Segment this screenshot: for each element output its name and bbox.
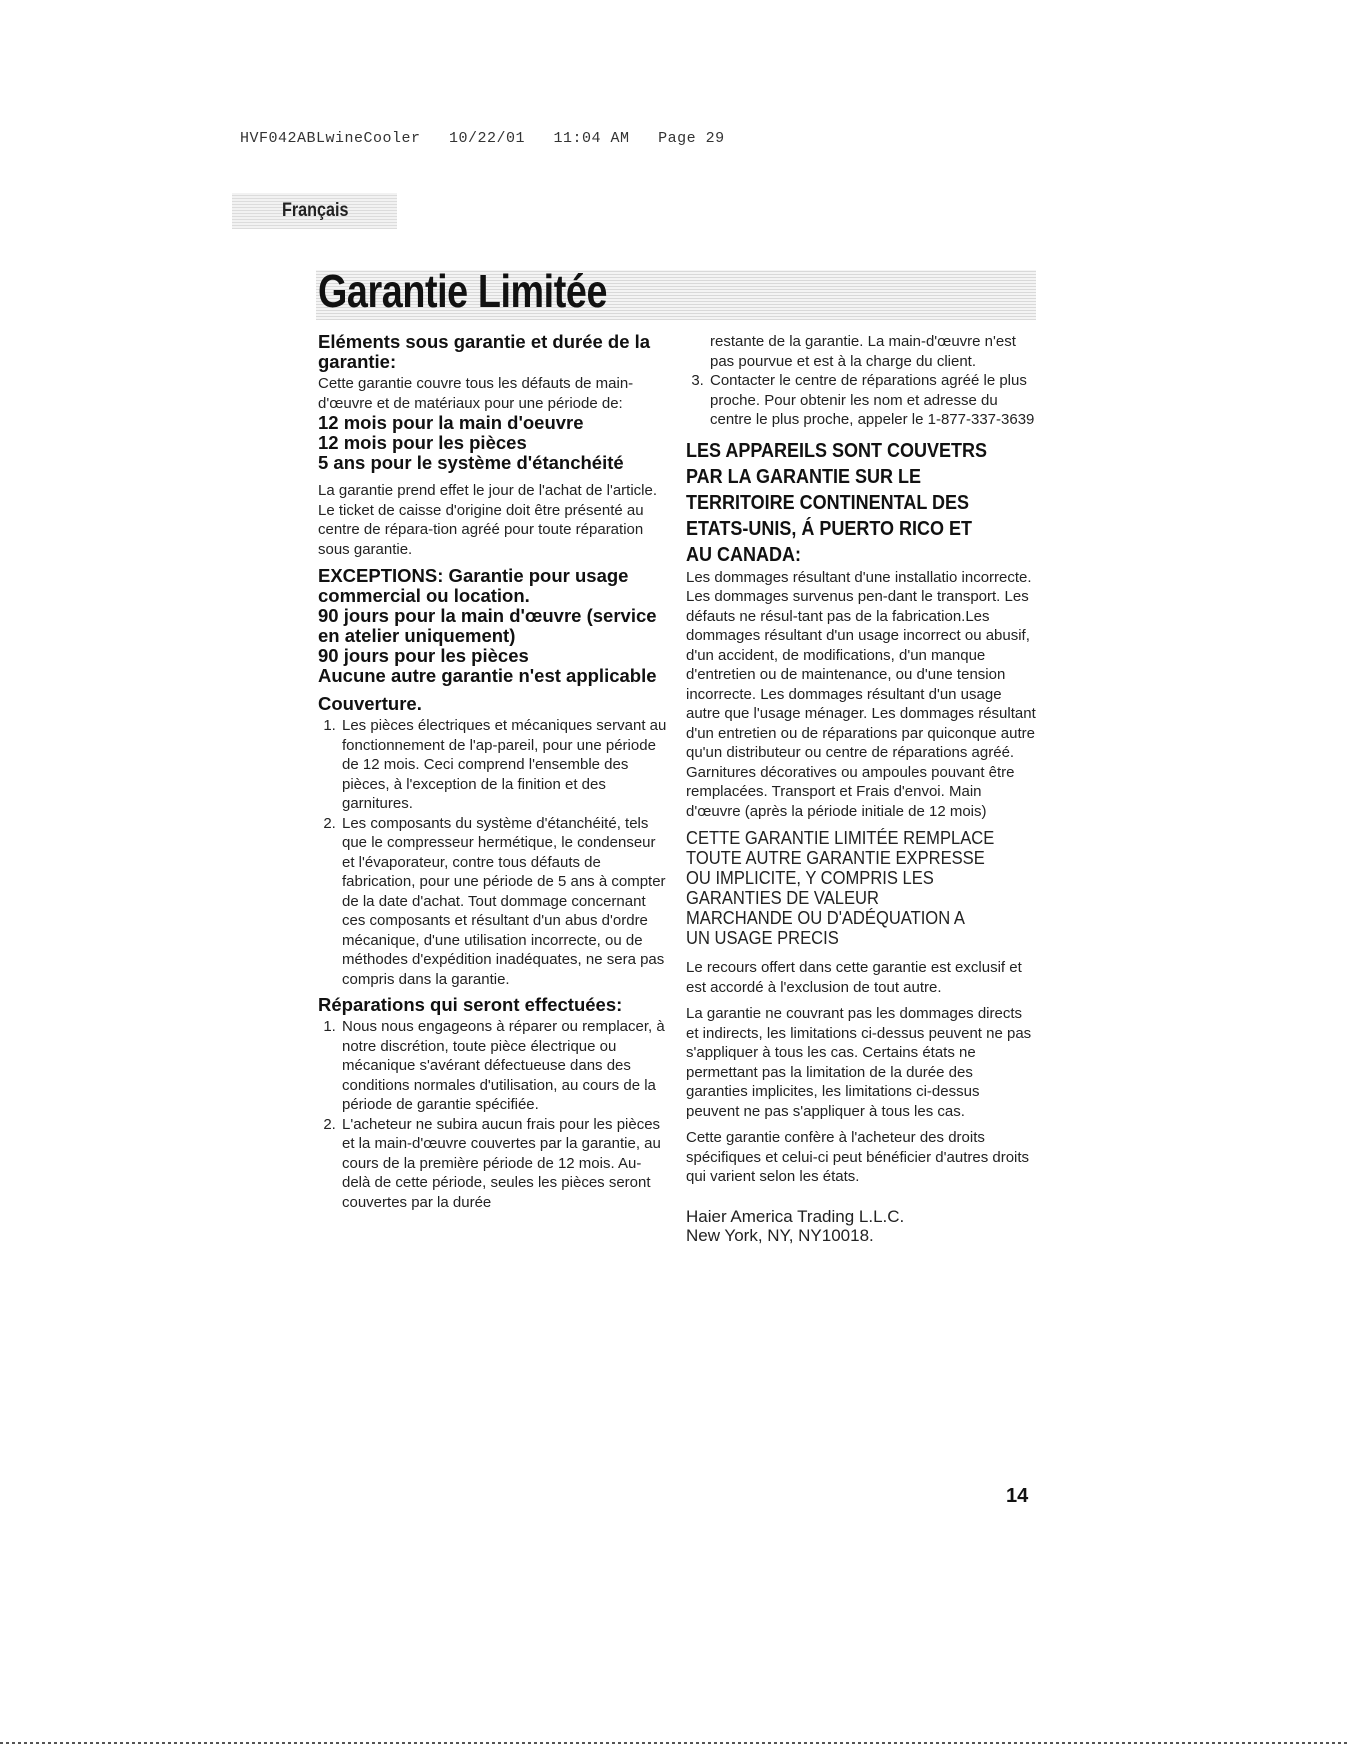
company-name: Haier America Trading L.L.C. — [686, 1206, 905, 1226]
disclaimer-line: OU IMPLICITE, Y COMPRIS LES — [686, 868, 934, 888]
list-item: 3. Contacter le centre de réparations agréé le plus proche. Pour obtenir les nom et adresse du centre le plus proche, appeler le 1-877-337-3639 — [708, 371, 1036, 430]
list-item: 2. L'acheteur ne subira aucun frais pour les pièces et la main-d'œuvre couvertes par la garantie, au cours de la première période de 12 mois. Au-delà de cette période, seules les pièces seront couvertes par la durée — [340, 1115, 668, 1213]
disclaimer-line: TOUTE AUTRE GARANTIE EXPRESSE — [686, 848, 985, 868]
limitation-text: La garantie ne couvrant pas les dommages directs et indirects, les limitations ci-dessus peuvent ne pas s'appliquer à tous les cas. Certains états ne permettant pas la limitation de la durée des garanties implicites, les limitations ci-dessus peuvent ne pas s'appliquer à tous les cas. — [686, 1005, 1032, 1120]
print-header: HVF042ABLwineCooler 10/22/01 11:04 AM Page 29 — [240, 130, 725, 147]
page-number: 14 — [1006, 1485, 1029, 1507]
territory-heading-line: AU CANADA: — [686, 543, 801, 566]
company-address: New York, NY, NY10018. — [686, 1226, 874, 1245]
left-column — [318, 332, 668, 1218]
coverage-list — [318, 716, 668, 989]
effective-date-text: La garantie prend effet le jour de l'achat de l'article. Le ticket de caisse d'origine doit être présenté au centre de répara-tion agréé pour toute réparation sous garantie. — [318, 482, 658, 558]
exceptions-heading — [318, 566, 668, 606]
language-tab-label: Français — [282, 200, 349, 221]
territory-heading-line: ETATS-UNIS, Á PUERTO RICO ET — [686, 517, 973, 540]
exception-parts: 90 jours pour les pièces — [318, 645, 529, 666]
territory-heading-line: TERRITOIRE CONTINENTAL DES — [686, 491, 970, 514]
disclaimer-block — [686, 828, 1036, 948]
rights-text: Cette garantie confère à l'acheteur des droits spécifiques et celui-ci peut bénéficier d'autres droits qui varient selon les états. — [686, 1129, 1030, 1185]
exception-labor: 90 jours pour la main d'œuvre (service en atelier uniquement) — [318, 605, 657, 646]
repairs-heading: Réparations qui seront effectuées: — [318, 994, 623, 1015]
disclaimer-line: CETTE GARANTIE LIMITÉE REMPLACE — [686, 828, 995, 848]
exclusions-text: Les dommages résultant d'une installatio incorrecte. Les dommages survenus pen-dant le transport. Les défauts ne résul-tant pas de la fabrication.Les dommages résultant d'un usage incorrect ou abusif, d'un accident, de modifications, d'un manque d'entretien ou de maintenance, ou d'une tension incorrecte. Les dommages résultant d'un usage autre que l'usage ménager. Les dommages résultant d'un entretien ou de réparations par quiconque autre qu'un distributeur ou centre de réparations agréé. Garnitures décoratives ou ampoules pouvant être remplacées. Transport et Frais d'envoi. Main d'œuvre (après la période initiale de 12 mois) — [686, 568, 1036, 820]
disclaimer-line: UN USAGE PRECIS — [686, 928, 839, 948]
disclaimer-line: GARANTIES DE VALEUR — [686, 888, 879, 908]
page-title: Garantie Limitée — [318, 265, 608, 317]
exceptions-label: EXCEPTIONS — [318, 565, 438, 586]
territory-heading-line: LES APPAREILS SONT COUVETRS — [686, 439, 988, 462]
coverage-heading: Eléments sous garantie et durée de la garantie: — [318, 331, 651, 372]
right-column — [686, 332, 1036, 1246]
bottom-divider — [0, 1742, 1348, 1744]
repairs-continued: restante de la garantie. La main-d'œuvre n'est pas pourvue et est à la charge du client. — [710, 333, 1016, 370]
list-item: 1. Nous nous engageons à réparer ou remplacer, à notre discrétion, toute pièce électrique ou mécanique s'avérant défectueuse dans des conditions normales d'utilisation, au cours de la période de garantie spécifiée. — [340, 1017, 668, 1115]
coverage-section-heading: Couverture. — [318, 693, 422, 714]
labor-term: 12 mois pour la main d'oeuvre — [318, 412, 584, 433]
territory-heading-line: PAR LA GARANTIE SUR LE — [686, 465, 922, 488]
repairs-list-continued — [686, 371, 1036, 430]
disclaimer-line: MARCHANDE OU D'ADÉQUATION A — [686, 908, 965, 928]
repairs-list — [318, 1017, 668, 1212]
exception-none: Aucune autre garantie n'est applicable — [318, 665, 657, 686]
exceptions-rest: : Garantie pour usage commercial ou location. — [318, 565, 629, 606]
parts-term: 12 mois pour les pièces — [318, 432, 527, 453]
coverage-intro: Cette garantie couvre tous les défauts de main-d'œuvre et de matériaux pour une période de: — [318, 375, 634, 412]
language-tab — [232, 193, 397, 229]
remedy-text: Le recours offert dans cette garantie est exclusif et est accordé à l'exclusion de tout autre. — [686, 959, 1022, 996]
list-item: 2. Les composants du système d'étanchéité, tels que le compresseur hermétique, le condenseur et l'évaporateur, contre tous défauts de fabrication, pour une période de 5 ans à compter de la date d'achat. Tout dommage concernant ces composants et résultant d'un abus d'ordre mécanique, d'une utilisation incorrecte, ou de méthodes d'expédition inadéquates, ne sera pas compris dans la garantie. — [340, 814, 668, 990]
sealed-system-term: 5 ans pour le système d'étanchéité — [318, 452, 624, 473]
list-item: 1. Les pièces électriques et mécaniques servant au fonctionnement de l'ap-pareil, pour une période de 12 mois. Ceci comprend l'ensemble des pièces, à l'exception de la finition et des garnitures. — [340, 716, 668, 814]
title-band — [316, 265, 1036, 320]
